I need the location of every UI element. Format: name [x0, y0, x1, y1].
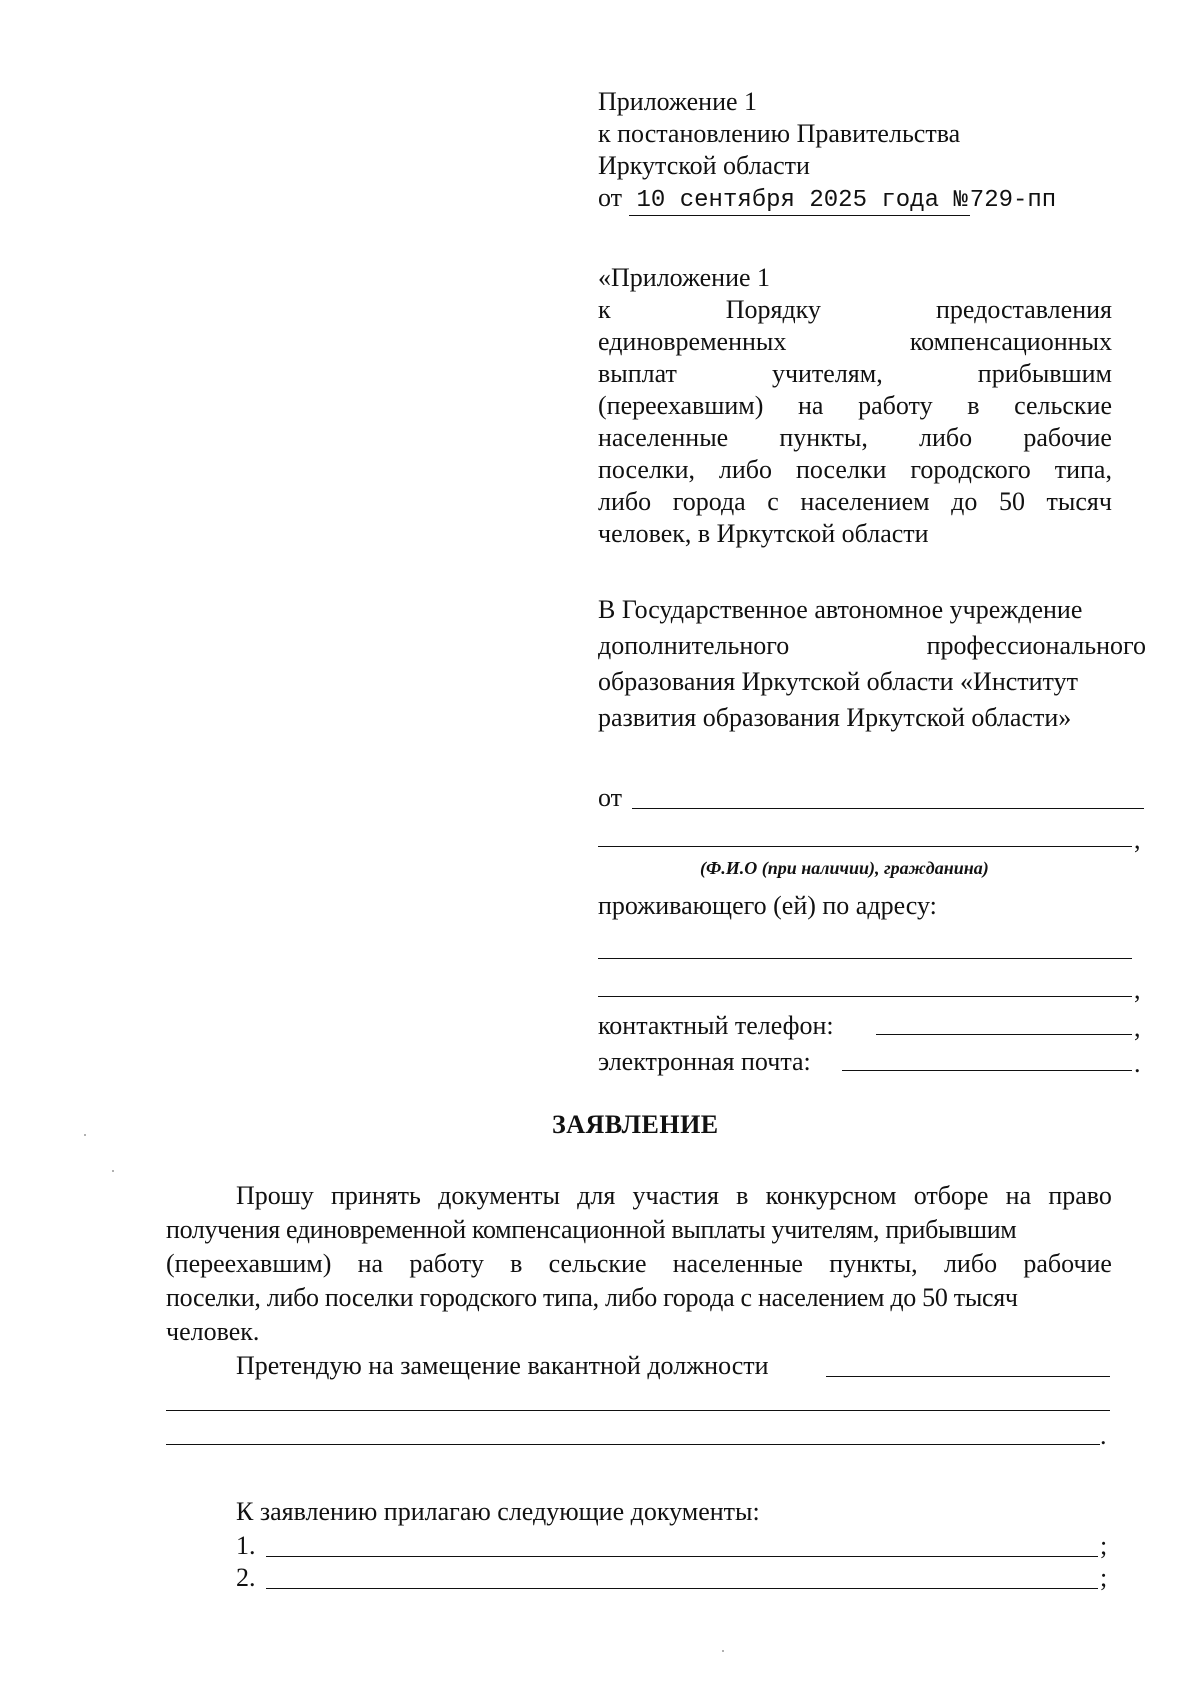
vacancy-label: Претендую на замещение вакантной должности	[236, 1351, 769, 1380]
period: .	[1100, 1421, 1107, 1450]
addressee-line-4: развития образования Иркутской области»	[598, 703, 1072, 732]
word: в	[510, 1249, 523, 1278]
statement-line-5: человек.	[166, 1317, 260, 1346]
appendix-title: Приложение 1	[598, 87, 758, 116]
word: на	[357, 1249, 384, 1278]
resolution-number: 729-пп	[969, 187, 1057, 214]
phone-field[interactable]	[876, 1034, 1132, 1035]
word: типа,	[1054, 455, 1112, 484]
procedure-line-8: человек, в Иркутской области	[598, 519, 929, 548]
comma: ,	[1134, 825, 1141, 854]
word: пункты,	[829, 1249, 918, 1278]
attachment-field-2[interactable]	[266, 1588, 1098, 1589]
word: для	[577, 1181, 616, 1210]
word: отборе	[913, 1181, 989, 1210]
date-prefix: от	[598, 183, 623, 212]
word: работу	[858, 391, 933, 420]
word: (переехавшим)	[598, 391, 764, 420]
attachment-field-1[interactable]	[266, 1556, 1098, 1557]
vacancy-field-3[interactable]	[166, 1444, 1100, 1445]
word: тысяч	[1046, 487, 1112, 516]
word: либо	[943, 1249, 998, 1278]
word: рабочие	[1023, 1249, 1112, 1278]
word: единовременных	[598, 327, 787, 356]
comma: ,	[1134, 1013, 1141, 1042]
address-field-1[interactable]	[598, 958, 1132, 959]
attachment-number: 1.	[236, 1531, 256, 1560]
word: поселки,	[598, 455, 695, 484]
resolution-date-line	[598, 182, 1056, 217]
procedure-line-4	[598, 390, 1112, 422]
statement-line-4: поселки, либо поселки городского типа, либо города с населением до 50 тысяч	[166, 1283, 1018, 1312]
word: городского	[910, 455, 1031, 484]
statement-line-2: получения единовременной компенсационной выплаты учителям, прибывшим	[166, 1215, 1017, 1244]
procedure-line-7	[598, 486, 1112, 518]
addressee-line-2	[598, 630, 1146, 662]
word: поселки	[795, 455, 887, 484]
scan-speck	[722, 1650, 724, 1652]
comma: ,	[1134, 975, 1141, 1004]
word: либо	[718, 455, 773, 484]
word: пункты,	[779, 423, 868, 452]
word: в	[736, 1181, 749, 1210]
word: либо	[598, 487, 652, 516]
email-label: электронная почта:	[598, 1047, 811, 1076]
word: рабочие	[1023, 423, 1112, 452]
scan-speck	[84, 1134, 86, 1136]
word: сельские	[1014, 391, 1112, 420]
word: работу	[409, 1249, 484, 1278]
word: населенные	[598, 423, 729, 452]
word: предоставления	[936, 295, 1112, 324]
vacancy-field[interactable]	[826, 1376, 1110, 1377]
word: компенсационных	[909, 327, 1112, 356]
resolution-reference: к постановлению Правительства	[598, 119, 961, 148]
procedure-line-5	[598, 422, 1112, 454]
applicant-name-field-2[interactable]	[598, 846, 1132, 847]
statement-title: ЗАЯВЛЕНИЕ	[552, 1110, 719, 1139]
word: сельские	[548, 1249, 647, 1278]
semicolon: ;	[1100, 1563, 1108, 1592]
word: с	[767, 487, 779, 516]
word: 50	[998, 487, 1025, 516]
from-label: от	[598, 783, 623, 812]
word: к	[598, 295, 611, 324]
attachments-label: К заявлению прилагаю следующие документы:	[236, 1497, 760, 1526]
phone-label: контактный телефон:	[598, 1011, 834, 1040]
word: либо	[919, 423, 973, 452]
addressee-line-1: В Государственное автономное учреждение	[598, 595, 1083, 624]
statement-line-1	[236, 1180, 1112, 1212]
word: населением	[800, 487, 930, 516]
word: документы	[438, 1181, 560, 1210]
appendix-subtitle: «Приложение 1	[598, 263, 771, 292]
scan-speck	[112, 1170, 114, 1172]
word: конкурсном	[765, 1181, 897, 1210]
procedure-line-1	[598, 294, 1112, 326]
applicant-name-field[interactable]	[632, 808, 1144, 809]
word: участия	[632, 1181, 719, 1210]
region-name: Иркутской области	[598, 151, 810, 180]
word: Порядку	[725, 295, 821, 324]
addressee-line-3: образования Иркутской области «Институт	[598, 667, 1078, 696]
statement-line-3	[166, 1248, 1112, 1280]
word: профессионального	[926, 631, 1146, 660]
procedure-line-6	[598, 454, 1112, 486]
word: прибывшим	[977, 359, 1112, 388]
vacancy-field-2[interactable]	[166, 1410, 1110, 1411]
word: в	[967, 391, 980, 420]
word: города	[672, 487, 746, 516]
word: дополнительного	[598, 631, 790, 660]
word: на	[1005, 1181, 1032, 1210]
word: на	[798, 391, 824, 420]
period: .	[1134, 1049, 1141, 1078]
attachment-number: 2.	[236, 1563, 256, 1592]
procedure-line-2	[598, 326, 1112, 358]
address-field-2[interactable]	[598, 996, 1132, 997]
word: до	[951, 487, 978, 516]
word: право	[1048, 1181, 1112, 1210]
word: (переехавшим)	[166, 1249, 332, 1278]
date-value: 10 сентября 2025 года №	[629, 187, 970, 216]
semicolon: ;	[1100, 1531, 1108, 1560]
address-label: проживающего (ей) по адресу:	[598, 891, 937, 920]
fio-caption: (Ф.И.О (при наличии), гражданина)	[700, 858, 989, 878]
word: населенные	[672, 1249, 803, 1278]
word: принять	[330, 1181, 421, 1210]
word: выплат	[598, 359, 677, 388]
procedure-line-3	[598, 358, 1112, 390]
email-field[interactable]	[842, 1070, 1132, 1071]
word: учителям,	[771, 359, 883, 388]
word: Прошу	[236, 1181, 314, 1210]
